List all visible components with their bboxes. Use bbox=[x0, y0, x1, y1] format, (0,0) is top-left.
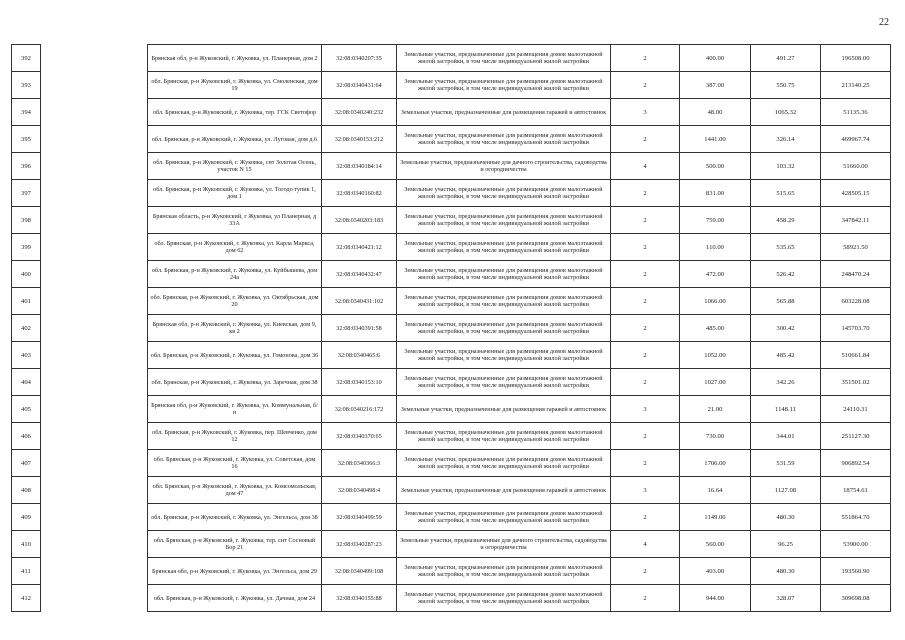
page-number: 22 bbox=[879, 17, 889, 28]
land-purpose-cell: Земельные участки, предназначенные для дачного строительства, садоводства и огородничества bbox=[397, 153, 611, 180]
group-cell: 2 bbox=[611, 558, 680, 585]
cadastral-number-cell: 32:08:0340203:183 bbox=[322, 207, 397, 234]
land-purpose-cell: Земельные участки, предназначенные для размещения домов малоэтажной жилой застройки, в том числе индивидуальной жилой застройки bbox=[397, 315, 611, 342]
group-cell: 2 bbox=[611, 450, 680, 477]
table-body bbox=[12, 45, 891, 612]
group-cell: 2 bbox=[611, 342, 680, 369]
land-purpose-cell: Земельные участки, предназначенные для размещения домов малоэтажной жилой застройки, в том числе индивидуальной жилой застройки bbox=[397, 45, 611, 72]
cadastral-number-cell: 32:08:0340499:108 bbox=[322, 558, 397, 585]
area-cell: 1027.00 bbox=[680, 369, 751, 396]
column-gap bbox=[41, 99, 148, 126]
cadastral-value-cell: 469967.74 bbox=[821, 126, 891, 153]
address-cell: обл. Брянская, р-н Жуковский, г. Жуковка, пер. Шевченко, дом 12 bbox=[148, 423, 322, 450]
row-number: 408 bbox=[12, 477, 41, 504]
cadastral-value-cell: 351501.02 bbox=[821, 369, 891, 396]
group-cell: 2 bbox=[611, 504, 680, 531]
specific-value-cell: 480.30 bbox=[751, 504, 821, 531]
row-number: 396 bbox=[12, 153, 41, 180]
specific-value-cell: 458.29 bbox=[751, 207, 821, 234]
address-cell: обл. Брянская, р-н Жуковский, г. Жуковка, ул. Тогодо тупик 1, дом 1 bbox=[148, 180, 322, 207]
cadastral-value-cell: 18754.61 bbox=[821, 477, 891, 504]
land-purpose-cell: Земельные участки, предназначенные для размещения домов малоэтажной жилой застройки, в том числе индивидуальной жилой застройки bbox=[397, 261, 611, 288]
column-gap bbox=[41, 261, 148, 288]
table-row bbox=[12, 342, 891, 369]
cadastral-number-cell: 32:08:0340391:58 bbox=[322, 315, 397, 342]
specific-value-cell: 96.25 bbox=[751, 531, 821, 558]
cadastral-number-cell: 32:08:0340240:232 bbox=[322, 99, 397, 126]
cadastral-value-cell: 428505.15 bbox=[821, 180, 891, 207]
cadastral-number-cell: 32:08:0340432:47 bbox=[322, 261, 397, 288]
table-row bbox=[12, 45, 891, 72]
specific-value-cell: 1065.32 bbox=[751, 99, 821, 126]
specific-value-cell: 300.42 bbox=[751, 315, 821, 342]
column-gap bbox=[41, 45, 148, 72]
land-purpose-cell: Земельные участки, предназначенные для размещения домов малоэтажной жилой застройки, в том числе индивидуальной жилой застройки bbox=[397, 450, 611, 477]
area-cell: 387.00 bbox=[680, 72, 751, 99]
specific-value-cell: 326.14 bbox=[751, 126, 821, 153]
table-row bbox=[12, 504, 891, 531]
row-number: 405 bbox=[12, 396, 41, 423]
row-number: 394 bbox=[12, 99, 41, 126]
column-gap bbox=[41, 558, 148, 585]
specific-value-cell: 103.32 bbox=[751, 153, 821, 180]
area-cell: 1066.00 bbox=[680, 288, 751, 315]
group-cell: 4 bbox=[611, 531, 680, 558]
table-row bbox=[12, 99, 891, 126]
group-cell: 2 bbox=[611, 369, 680, 396]
group-cell: 2 bbox=[611, 585, 680, 612]
cadastral-number-cell: 32:08:0340216:172 bbox=[322, 396, 397, 423]
specific-value-cell: 531.59 bbox=[751, 450, 821, 477]
address-cell: обл. Брянская, р-н Жуковский, г. Жуковка, ул. Дачная, дом 24 bbox=[148, 585, 322, 612]
specific-value-cell: 480.30 bbox=[751, 558, 821, 585]
column-gap bbox=[41, 180, 148, 207]
address-cell: Брянская обл, р-н Жуковский, г. Жуковка, ул. Энгельса, дом 29 bbox=[148, 558, 322, 585]
cadastral-number-cell: 32:08:0340421:12 bbox=[322, 234, 397, 261]
cadastral-value-cell: 551864.70 bbox=[821, 504, 891, 531]
specific-value-cell: 565.88 bbox=[751, 288, 821, 315]
area-cell: 944.00 bbox=[680, 585, 751, 612]
land-purpose-cell: Земельные участки, предназначенные для размещения гаражей и автостоянок bbox=[397, 477, 611, 504]
table-row bbox=[12, 261, 891, 288]
column-gap bbox=[41, 396, 148, 423]
cadastral-number-cell: 32:08:0340370:65 bbox=[322, 423, 397, 450]
column-gap bbox=[41, 477, 148, 504]
area-cell: 1706.00 bbox=[680, 450, 751, 477]
cadastral-value-cell: 248470.24 bbox=[821, 261, 891, 288]
cadastral-value-cell: 213140.25 bbox=[821, 72, 891, 99]
cadastral-value-cell: 51135.36 bbox=[821, 99, 891, 126]
table-row bbox=[12, 423, 891, 450]
table-row bbox=[12, 450, 891, 477]
address-cell: Брянская обл, р-н Жуковский, г. Жуковка, ул. Киевская, дом 9, кв 2 bbox=[148, 315, 322, 342]
column-gap bbox=[41, 207, 148, 234]
address-cell: обл. Брянская, р-н Жуковский, г. Жуковка, ул. Энгельса, дом 38 bbox=[148, 504, 322, 531]
land-purpose-cell: Земельные участки, предназначенные для размещения домов малоэтажной жилой застройки, в том числе индивидуальной жилой застройки bbox=[397, 558, 611, 585]
group-cell: 2 bbox=[611, 45, 680, 72]
group-cell: 3 bbox=[611, 396, 680, 423]
address-cell: обл. Брянская, р-н Жуковский, г. Жуковка, ул. Комсомольская, дом 47 bbox=[148, 477, 322, 504]
group-cell: 3 bbox=[611, 99, 680, 126]
address-cell: обл. Брянская, р-н Жуковский, г. Жуковка, ул. Гомонова, дом 36 bbox=[148, 342, 322, 369]
group-cell: 2 bbox=[611, 315, 680, 342]
cadastral-value-table bbox=[11, 44, 891, 612]
row-number: 412 bbox=[12, 585, 41, 612]
table-row bbox=[12, 585, 891, 612]
cadastral-value-cell: 309698.08 bbox=[821, 585, 891, 612]
cadastral-number-cell: 32:08:0340153:10 bbox=[322, 369, 397, 396]
area-cell: 560.00 bbox=[680, 531, 751, 558]
cadastral-number-cell: 32:08:0340287:23 bbox=[322, 531, 397, 558]
specific-value-cell: 1148.11 bbox=[751, 396, 821, 423]
column-gap bbox=[41, 450, 148, 477]
column-gap bbox=[41, 153, 148, 180]
area-cell: 759.00 bbox=[680, 207, 751, 234]
specific-value-cell: 491.27 bbox=[751, 45, 821, 72]
address-cell: обл. Брянская, р-н Жуковский, г. Жуковка, ул. Карла Маркса, дом 62 bbox=[148, 234, 322, 261]
specific-value-cell: 1127.08 bbox=[751, 477, 821, 504]
area-cell: 1441.00 bbox=[680, 126, 751, 153]
table-row bbox=[12, 153, 891, 180]
row-number: 407 bbox=[12, 450, 41, 477]
group-cell: 2 bbox=[611, 234, 680, 261]
land-purpose-cell: Земельные участки, предназначенные для размещения домов малоэтажной жилой застройки, в том числе индивидуальной жилой застройки bbox=[397, 585, 611, 612]
table-row bbox=[12, 72, 891, 99]
table-row bbox=[12, 315, 891, 342]
cadastral-value-cell: 58921.50 bbox=[821, 234, 891, 261]
specific-value-cell: 344.01 bbox=[751, 423, 821, 450]
specific-value-cell: 550.75 bbox=[751, 72, 821, 99]
area-cell: 1149.00 bbox=[680, 504, 751, 531]
area-cell: 1052.00 bbox=[680, 342, 751, 369]
cadastral-number-cell: 32:08:0340498:4 bbox=[322, 477, 397, 504]
address-cell: обл. Брянская, р-н Жуковский, г. Жуковка, ул. Куйбышева, дом 24а bbox=[148, 261, 322, 288]
row-number: 401 bbox=[12, 288, 41, 315]
cadastral-number-cell: 32:08:0340366:3 bbox=[322, 450, 397, 477]
group-cell: 2 bbox=[611, 72, 680, 99]
cadastral-value-cell: 347842.11 bbox=[821, 207, 891, 234]
group-cell: 2 bbox=[611, 207, 680, 234]
table-row bbox=[12, 180, 891, 207]
cadastral-value-cell: 145703.70 bbox=[821, 315, 891, 342]
column-gap bbox=[41, 504, 148, 531]
land-purpose-cell: Земельные участки, предназначенные для размещения домов малоэтажной жилой застройки, в том числе индивидуальной жилой застройки bbox=[397, 342, 611, 369]
land-purpose-cell: Земельные участки, предназначенные для размещения гаражей и автостоянок bbox=[397, 99, 611, 126]
group-cell: 2 bbox=[611, 261, 680, 288]
cadastral-number-cell: 32:08:0340465:6 bbox=[322, 342, 397, 369]
address-cell: обл. Брянская, р-н Жуковский, г. Жуковка, снт Золотая Осень, участок N 15 bbox=[148, 153, 322, 180]
address-cell: обл. Брянская, р-н Жуковский, г. Жуковка, ул. Смоленская, дом 19 bbox=[148, 72, 322, 99]
row-number: 404 bbox=[12, 369, 41, 396]
area-cell: 485.00 bbox=[680, 315, 751, 342]
row-number: 403 bbox=[12, 342, 41, 369]
cadastral-value-cell: 603228.08 bbox=[821, 288, 891, 315]
group-cell: 4 bbox=[611, 153, 680, 180]
row-number: 411 bbox=[12, 558, 41, 585]
specific-value-cell: 515.65 bbox=[751, 180, 821, 207]
area-cell: 110.00 bbox=[680, 234, 751, 261]
area-cell: 400.00 bbox=[680, 45, 751, 72]
area-cell: 16.64 bbox=[680, 477, 751, 504]
row-number: 399 bbox=[12, 234, 41, 261]
specific-value-cell: 526.42 bbox=[751, 261, 821, 288]
specific-value-cell: 485.42 bbox=[751, 342, 821, 369]
cadastral-number-cell: 32:08:0340207:35 bbox=[322, 45, 397, 72]
table-row bbox=[12, 126, 891, 153]
cadastral-number-cell: 32:08:0340155:88 bbox=[322, 585, 397, 612]
cadastral-value-cell: 251127.30 bbox=[821, 423, 891, 450]
specific-value-cell: 342.26 bbox=[751, 369, 821, 396]
address-cell: обл. Брянская, р-н Жуковский, г. Жуковка, тер. ГСК Светофор bbox=[148, 99, 322, 126]
table-row bbox=[12, 477, 891, 504]
column-gap bbox=[41, 288, 148, 315]
area-cell: 403.00 bbox=[680, 558, 751, 585]
land-purpose-cell: Земельные участки, предназначенные для размещения домов малоэтажной жилой застройки, в том числе индивидуальной жилой застройки bbox=[397, 207, 611, 234]
row-number: 395 bbox=[12, 126, 41, 153]
column-gap bbox=[41, 126, 148, 153]
address-cell: Брянская обл, р-н Жуковский, г. Жуковка, ул. Планерная, дом 2 bbox=[148, 45, 322, 72]
column-gap bbox=[41, 234, 148, 261]
cadastral-value-cell: 906892.54 bbox=[821, 450, 891, 477]
land-purpose-cell: Земельные участки, предназначенные для размещения домов малоэтажной жилой застройки, в том числе индивидуальной жилой застройки bbox=[397, 288, 611, 315]
land-purpose-cell: Земельные участки, предназначенные для размещения домов малоэтажной жилой застройки, в том числе индивидуальной жилой застройки bbox=[397, 180, 611, 207]
row-number: 406 bbox=[12, 423, 41, 450]
cadastral-value-cell: 196508.00 bbox=[821, 45, 891, 72]
land-purpose-cell: Земельные участки, предназначенные для размещения домов малоэтажной жилой застройки, в том числе индивидуальной жилой застройки bbox=[397, 126, 611, 153]
table-row bbox=[12, 369, 891, 396]
land-purpose-cell: Земельные участки, предназначенные для размещения домов малоэтажной жилой застройки, в том числе индивидуальной жилой застройки bbox=[397, 72, 611, 99]
cadastral-number-cell: 32:08:0340499:59 bbox=[322, 504, 397, 531]
land-purpose-cell: Земельные участки, предназначенные для размещения гаражей и автостоянок bbox=[397, 396, 611, 423]
address-cell: Брянская область, р-н Жуковский, г Жуковка, ул Планерная, д 33А bbox=[148, 207, 322, 234]
area-cell: 730.00 bbox=[680, 423, 751, 450]
column-gap bbox=[41, 342, 148, 369]
group-cell: 2 bbox=[611, 288, 680, 315]
address-cell: обл. Брянская, р-н Жуковский, г. Жуковка, ул. Заречная, дом 38 bbox=[148, 369, 322, 396]
cadastral-number-cell: 32:08:0340160:82 bbox=[322, 180, 397, 207]
address-cell: обл. Брянская, р-н Жуковский, г. Жуковка, ул. Октябрьская, дом 20 bbox=[148, 288, 322, 315]
land-purpose-cell: Земельные участки, предназначенные для дачного строительства, садоводства и огородничества bbox=[397, 531, 611, 558]
area-cell: 21.00 bbox=[680, 396, 751, 423]
cadastral-value-cell: 24110.31 bbox=[821, 396, 891, 423]
cadastral-value-cell: 51660.00 bbox=[821, 153, 891, 180]
cadastral-value-cell: 53900.00 bbox=[821, 531, 891, 558]
row-number: 392 bbox=[12, 45, 41, 72]
address-cell: Брянская обл, р-н Жуковский, г. Жуковка, ул. Коммунальная, б/н bbox=[148, 396, 322, 423]
row-number: 398 bbox=[12, 207, 41, 234]
row-number: 397 bbox=[12, 180, 41, 207]
table-row bbox=[12, 396, 891, 423]
row-number: 409 bbox=[12, 504, 41, 531]
row-number: 410 bbox=[12, 531, 41, 558]
table-row bbox=[12, 531, 891, 558]
address-cell: обл. Брянская, р-н Жуковский, г. Жуковка, ул. Луговая, дом д.6 bbox=[148, 126, 322, 153]
cadastral-number-cell: 32:08:0340153:212 bbox=[322, 126, 397, 153]
area-cell: 500.00 bbox=[680, 153, 751, 180]
row-number: 402 bbox=[12, 315, 41, 342]
cadastral-number-cell: 32:08:0340431:64 bbox=[322, 72, 397, 99]
address-cell: обл. Брянская, р-н Жуковский, г. Жуковка, ул. Советская, дом 16 bbox=[148, 450, 322, 477]
area-cell: 472.00 bbox=[680, 261, 751, 288]
column-gap bbox=[41, 585, 148, 612]
column-gap bbox=[41, 369, 148, 396]
address-cell: обл. Брянская, р-н Жуковский, г. Жуковка, тер. снт Сосновый Бор 21 bbox=[148, 531, 322, 558]
row-number: 393 bbox=[12, 72, 41, 99]
table-row bbox=[12, 288, 891, 315]
group-cell: 2 bbox=[611, 126, 680, 153]
cadastral-value-cell: 193560.90 bbox=[821, 558, 891, 585]
row-number: 400 bbox=[12, 261, 41, 288]
cadastral-number-cell: 32:08:0340184:14 bbox=[322, 153, 397, 180]
specific-value-cell: 328.07 bbox=[751, 585, 821, 612]
cadastral-number-cell: 32:08:0340431:102 bbox=[322, 288, 397, 315]
land-purpose-cell: Земельные участки, предназначенные для размещения домов малоэтажной жилой застройки, в том числе индивидуальной жилой застройки bbox=[397, 369, 611, 396]
area-cell: 831.00 bbox=[680, 180, 751, 207]
land-purpose-cell: Земельные участки, предназначенные для размещения домов малоэтажной жилой застройки, в том числе индивидуальной жилой застройки bbox=[397, 234, 611, 261]
table-row bbox=[12, 234, 891, 261]
group-cell: 2 bbox=[611, 423, 680, 450]
table-row bbox=[12, 558, 891, 585]
table-row bbox=[12, 207, 891, 234]
land-purpose-cell: Земельные участки, предназначенные для размещения домов малоэтажной жилой застройки, в том числе индивидуальной жилой застройки bbox=[397, 504, 611, 531]
column-gap bbox=[41, 423, 148, 450]
land-purpose-cell: Земельные участки, предназначенные для размещения домов малоэтажной жилой застройки, в том числе индивидуальной жилой застройки bbox=[397, 423, 611, 450]
cadastral-value-cell: 510661.84 bbox=[821, 342, 891, 369]
column-gap bbox=[41, 72, 148, 99]
column-gap bbox=[41, 315, 148, 342]
specific-value-cell: 535.65 bbox=[751, 234, 821, 261]
group-cell: 2 bbox=[611, 180, 680, 207]
group-cell: 3 bbox=[611, 477, 680, 504]
column-gap bbox=[41, 531, 148, 558]
area-cell: 48.00 bbox=[680, 99, 751, 126]
